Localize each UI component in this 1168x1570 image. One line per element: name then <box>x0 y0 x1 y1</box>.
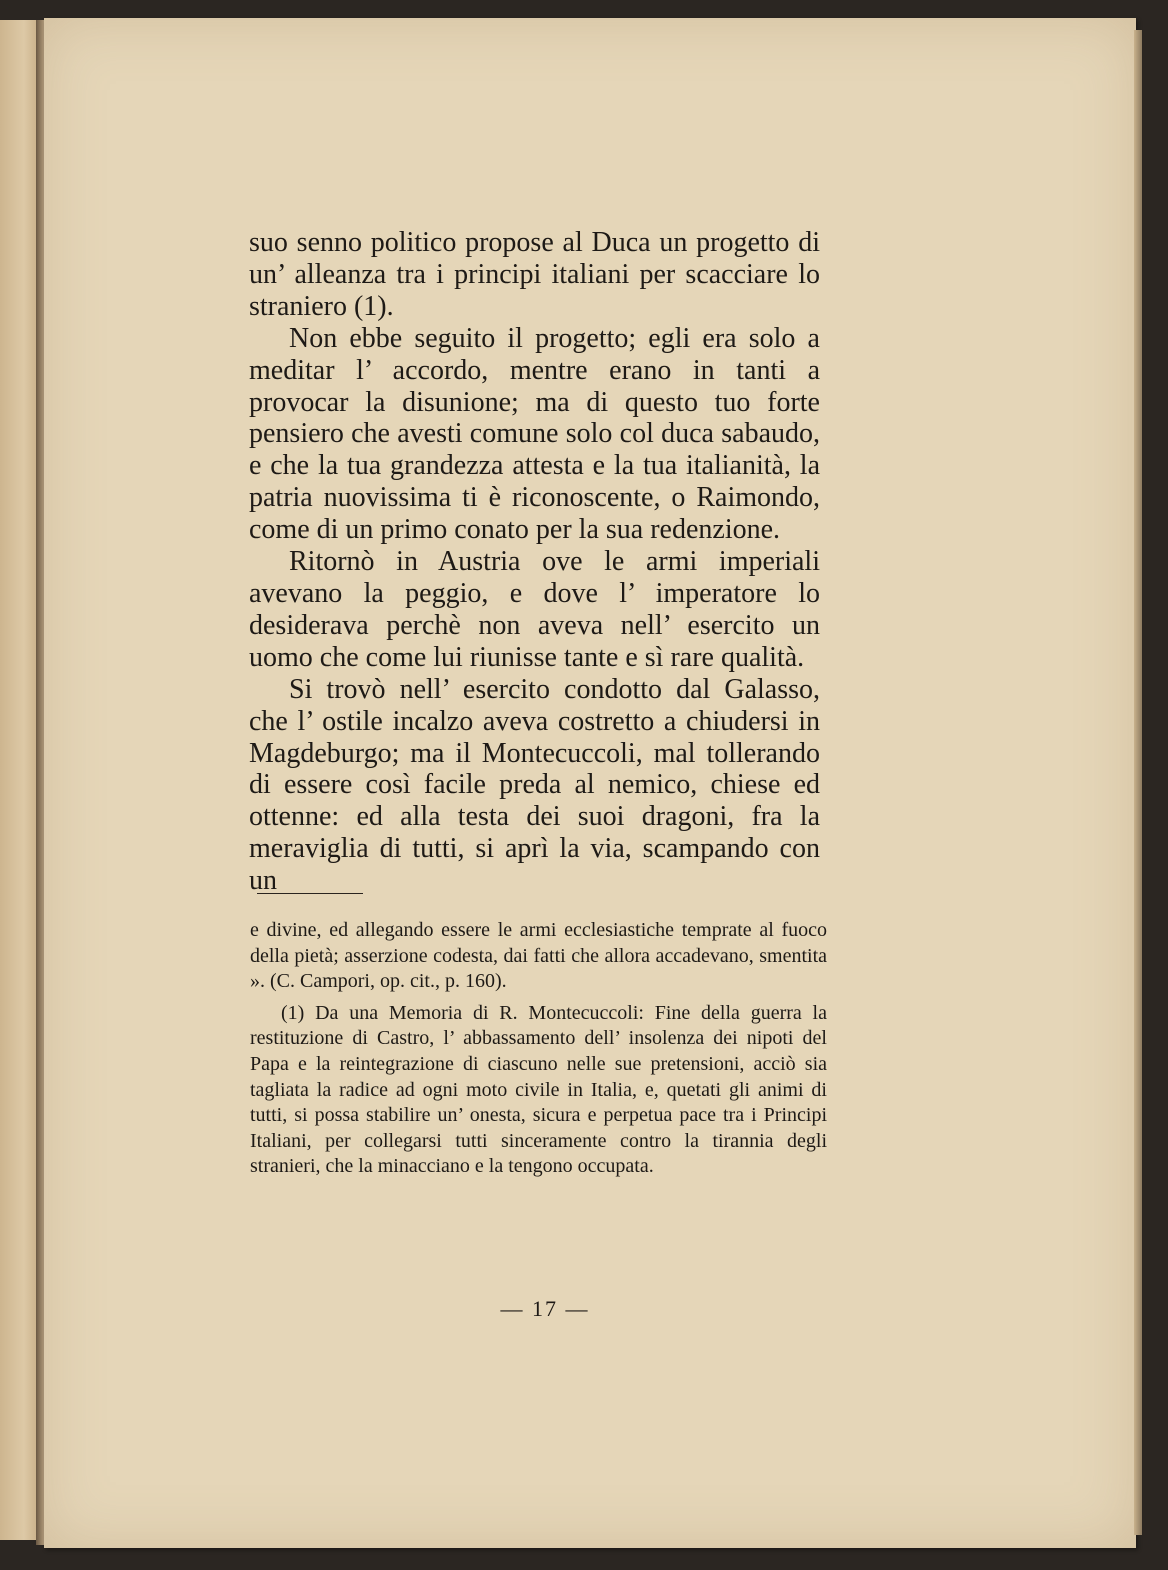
page-edge <box>1134 30 1142 1535</box>
paragraph: Si trovò nell’ esercito condotto dal Galasso, che l’ ostile incalzo aveva costretto a chiudersi in Magdeburgo; ma il Montecuccoli, mal tollerando di essere così facile preda al nemico, chiese ed ottenne: ed alla testa dei suoi dragoni, fra la meraviglia di tutti, si aprì la via, scampando con un <box>249 673 820 897</box>
main-text <box>249 227 820 897</box>
page-number: — 17 — <box>500 1296 590 1321</box>
paragraph: Non ebbe seguito il progetto; egli era solo a meditar l’ accordo, mentre erano in tanti a provocar la disunione; ma di questo tuo forte pensiero che avesti comune solo col duca sabaudo, e che la tua grandezza attesta e la tua italianità, la patria nuovissima ti è riconoscente, o Raimondo, come di un primo conato per la sua redenzione. <box>249 322 820 546</box>
facing-page-edge <box>0 20 40 1540</box>
footnote-continuation: e divine, ed allegando essere le armi ecclesiastiche temprate al fuoco della pietà; asserzione codesta, dai fatti che allora accadevano, smentita ». (C. Campori, op. cit., p. 160). <box>250 919 827 993</box>
footnote-separator <box>257 893 363 894</box>
paragraph: suo senno politico propose al Duca un progetto di un’ alleanza tra i principi italiani per scacciare lo straniero (1). <box>249 227 820 322</box>
footnotes <box>250 918 827 1180</box>
paragraph: Ritornò in Austria ove le armi imperiali avevano la peggio, e dove l’ imperatore lo desiderava perchè non aveva nell’ esercito un uomo che come lui riunisse tante e sì rare qualità. <box>249 546 820 673</box>
footnote-1: (1) Da una Memoria di R. Montecuccoli: Fine della guerra la restituzione di Castro, l’ abbassamento dell’ insolenza dei nipoti del Papa e la reintegrazione di ciascuno nelle sue pretensioni, acciò sia tagliata la radice ad ogni moto civile in Italia, e, quetati gli animi di tutti, si possa stabilire un’ onesta, sicura e perpetua pace tra i Principi Italiani, per collegarsi tutti sinceramente contro la tirannia degli stranieri, che la minacciano e la tengono occupata. <box>250 1001 827 1178</box>
